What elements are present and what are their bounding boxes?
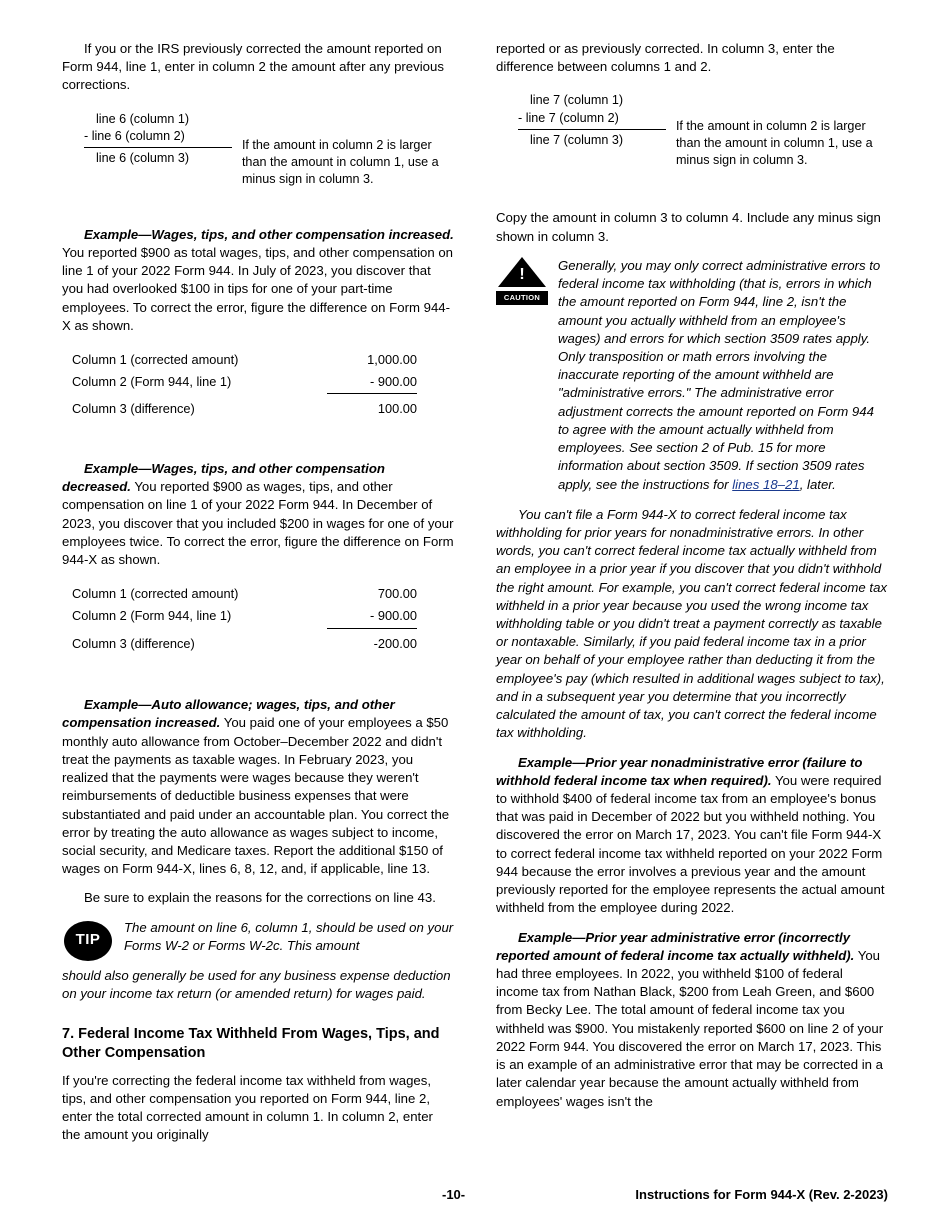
paragraph-nonadministrative-errors: You can't file a Form 944-X to correct federal income tax withholding for prior years for nonadministrative errors. In other words, you can't correct federal income tax actually withheld from an employee in a prior year if you discover that you didn't withhold the right amount. For example, you can't correct federal income tax withheld in a prior year because you used the wrong income tax withholding table or you didn't treat a payment correctly as taxable or nontaxable. Similarly, if you paid federal income tax in a prior year on behalf of your employee rather than deducting it from the employee's pay (which resulted in additional wages subject to tax), and in a subsequent year you determine that you incorrectly calculated the amount of tax, you can't correct the federal income tax withholding. [496,506,888,741]
row-label: Column 3 (difference) [72,401,195,417]
line7-subtraction-note: If the amount in column 2 is larger than the amount in column 1, use a minus sign in column 3. [675,119,873,168]
example-prior-year-nonadministrative-heading: Example—Prior year nonadministrative error (failure to withhold federal income tax when required). [496,754,863,788]
caution-callout [496,257,888,494]
example-wages-decreased [62,460,454,569]
tip-text-lead: The amount on line 6, column 1, should be used on your Forms W-2 or Forms W-2c. This amount [124,919,454,953]
example-prior-year-administrative-heading: Example—Prior year administrative error (incorrectly reported amount of federal income tax actually withheld). [496,929,855,963]
table-row [72,605,417,631]
example-prior-year-nonadministrative-body: You were required to withhold $400 of federal income tax from an employee's bonus that was paid in December of 2022 but you withheld nothing. You discovered the error on March 17, 2023. You can't file Form 944-X to correct federal income tax withheld reported on your 2022 Form 944 because the error involves a previous year and the amount previously reported for the employee represents the actual amount withheld from the employee during 2022. [496,772,885,916]
caution-text-after-link: , later. [799,476,836,492]
table-row [72,631,417,655]
paragraph-copy-column3: Copy the amount in column 3 to column 4. Include any minus sign shown in column 3. [496,210,881,244]
example2-table [72,583,417,654]
tip-icon-label: TIP [75,931,101,949]
tip-icon [62,919,114,967]
caution-text-before-link: Generally, you may only correct administrative errors to federal income tax withholding (that is, errors in which the amount reported on Form 944, line 2, isn't the amount you actually withheld from an employee's wages) and errors for which section 3509 rates apply. Only transposition or math errors involving the inaccurate reporting of the amount withheld are "administrative errors." The administrative error adjustment corrects the amount reported on Form 944 to agree with the amount actually withheld from employees. See section 2 of Pub. 15 for more information about section 3509. If section 3509 rates apply, see the instructions for [558,257,881,492]
example-prior-year-administrative-body: You had three employees. In 2022, you withheld $100 of federal income tax from Nathan Black, $200 from Leah Green, and $600 from Becky Lee. The total amount of federal income tax you withheld was $900. You mistakenly reported $600 on line 2 of your 2022 Form 944. You discovered the error on March 17, 2023. This is an example of an administrative error that may be corrected in a later calendar year because the amount actually withheld from employees' wages isn't the [496,947,884,1109]
row-label: Column 1 (corrected amount) [72,586,239,602]
table-row [72,396,417,420]
line6-subtraction-lines [84,111,232,168]
row-label: Column 2 (Form 944, line 1) [72,373,232,389]
line6-column1-label: line 6 (column 1) [96,111,190,126]
table-row [72,371,417,397]
row-label: Column 1 (corrected amount) [72,351,239,367]
lines-18-21-link[interactable]: lines 18–21 [732,476,800,492]
example-auto-allowance [62,696,454,878]
two-column-layout [62,40,888,1143]
paragraph-continue: reported or as previously corrected. In column 3, enter the difference between columns 1 and 2. [496,41,835,75]
line7-subtraction-block [496,92,888,169]
table-row [72,583,417,605]
row-amount: -200.00 [373,635,417,651]
line7-column1-label: line 7 (column 1) [530,93,624,108]
tip-callout [62,919,454,1003]
example-wages-increased-body: You reported $900 as total wages, tips, and other compensation on line 1 of your 2022 Form 944. In July of 2023, you discover that you had overlooked $100 in tips for one of your part-time employees. To correct the error, figure the difference on Form 944-X as shown. [62,244,454,333]
caution-text [558,257,888,494]
row-amount: 700.00 [377,586,417,602]
row-amount: 1,000.00 [367,351,417,367]
page-number: -10- [442,1187,466,1202]
section-7-heading: 7. Federal Income Tax Withheld From Wages, Tips, and Other Compensation [62,1026,440,1061]
left-column [62,40,454,1143]
example1-table [72,349,417,420]
example-auto-allowance-body: You paid one of your employees a $50 monthly auto allowance from October–December 2022 and didn't treat the payments as taxable wages. In February 2023, you realized that the payments were wages because they weren't reimbursements of deductible business expenses that were substantiated and paid under an accountable plan. You correct the error by treating the auto allowance as wages subject to income, social security, and Medicare taxes. Report the additional $150 of wages on Form 944-X, lines 6, 8, 12, and, if applicable, line 13. [62,715,450,877]
line6-column2-label: - line 6 (column 2) [84,128,232,148]
example-prior-year-administrative [496,929,888,1111]
caution-icon: ! CAUTION [496,257,548,305]
right-column [496,40,888,1140]
line6-subtraction-note: If the amount in column 2 is larger than the amount in column 1, use a minus sign in column 3. [241,137,439,186]
line7-column2-label: - line 7 (column 2) [518,110,666,130]
page-footer [62,1187,888,1202]
tip-text-continued: should also generally be used for any business expense deduction on your income tax return (or amended return) for wages paid. [62,967,451,1001]
caution-icon-label: CAUTION [496,291,548,305]
paragraph-intro: If you or the IRS previously corrected the amount reported on Form 944, line 1, enter in column 2 the amount after any previous corrections. [62,41,444,93]
line6-subtraction-block [62,111,454,188]
paragraph-explain-line43: Be sure to explain the reasons for the corrections on line 43. [84,890,436,906]
example-wages-decreased-heading: Example—Wages, tips, and other compensation decreased. [62,460,385,495]
line7-subtraction-lines [518,92,666,149]
line6-column3-label: line 6 (column 3) [96,151,190,166]
example-wages-increased-heading: Example—Wages, tips, and other compensation increased. [84,226,454,242]
row-amount: - 900.00 [327,607,417,629]
table-row [72,349,417,371]
row-label: Column 3 (difference) [72,635,195,651]
row-amount: - 900.00 [327,373,417,395]
row-amount: 100.00 [377,401,417,417]
line7-column3-label: line 7 (column 3) [530,133,624,148]
section-7-body: If you're correcting the federal income tax withheld from wages, tips, and other compensation you reported on Form 944, line 2, enter the total corrected amount in column 1. In column 2, enter the amount you originally [62,1072,433,1143]
example-wages-increased [62,226,454,335]
row-label: Column 2 (Form 944, line 1) [72,607,232,623]
example-prior-year-nonadministrative [496,754,888,918]
footer-title: Instructions for Form 944-X (Rev. 2-2023) [635,1187,888,1202]
example-auto-allowance-heading: Example—Auto allowance; wages, tips, and other compensation increased. [62,697,395,731]
example-wages-decreased-body: You reported $900 as wages, tips, and other compensation on line 1 of your 2022 Form 944. In December of 2023, you discover that you included $200 in wages for one of your employees twice. To correct the error, figure the difference on Form 944-X as shown. [62,479,454,568]
